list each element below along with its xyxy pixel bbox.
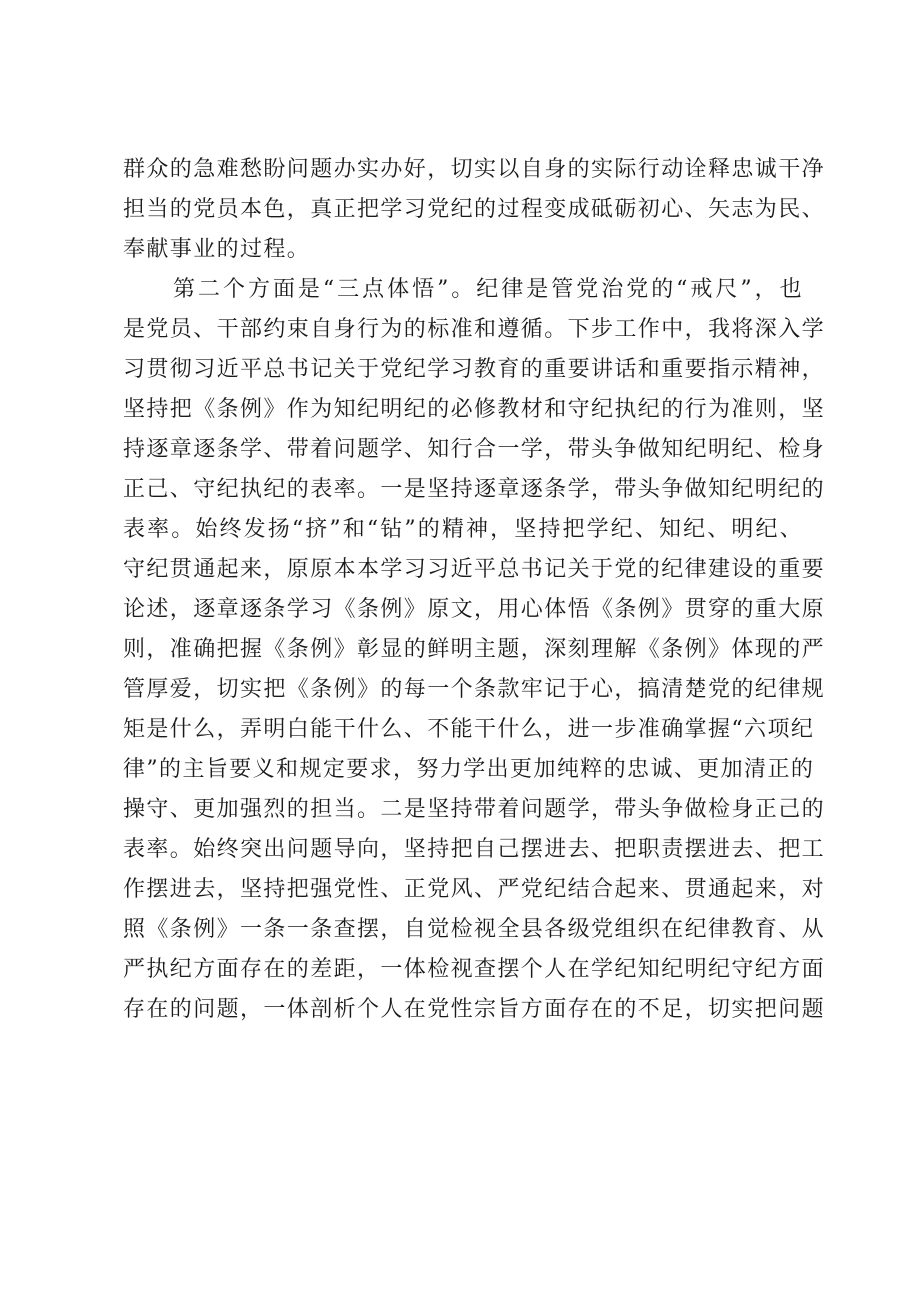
text-line: 严执纪方面存在的差距，一体检视查摆个人在学纪知纪明纪守纪方面 [123, 957, 826, 982]
text-line: 习贯彻习近平总书记关于党纪学习教育的重要讲话和重要指示精神， [123, 357, 826, 382]
text-line: 担当的党员本色，真正把学习党纪的过程变成砥砺初心、矢志为民、 [123, 197, 826, 222]
text-line: 表率。始终突出问题导向，坚持把自己摆进去、把职责摆进去、把工 [123, 837, 826, 862]
text-line: 论述，逐章逐条学习《条例》原文，用心体悟《条例》贯穿的重大原 [123, 597, 826, 622]
text-line: 照《条例》一条一条查摆，自觉检视全县各级党组织在纪律教育、从 [123, 917, 826, 942]
text-line: 奉献事业的过程。 [123, 237, 311, 262]
text-line: 作摆进去，坚持把强党性、正党风、严党纪结合起来、贯通起来，对 [123, 877, 826, 902]
text-line: 则，准确把握《条例》彰显的鲜明主题，深刻理解《条例》体现的严 [123, 637, 826, 662]
text-line: 操守、更加强烈的担当。二是坚持带着问题学，带头争做检身正己的 [123, 797, 826, 822]
text-line: 管厚爱，切实把《条例》的每一个条款牢记于心，搞清楚党的纪律规 [123, 677, 826, 702]
text-line: 守纪贯通起来，原原本本学习习近平总书记关于党的纪律建设的重要 [123, 557, 826, 582]
body-text [123, 150, 826, 1030]
text-line: 持逐章逐条学、带着问题学、知行合一学，带头争做知纪明纪、检身 [123, 437, 826, 462]
text-line: 表率。始终发扬“挤”和“钻”的精神，坚持把学纪、知纪、明纪、 [123, 517, 803, 542]
text-line: 存在的问题，一体剖析个人在党性宗旨方面存在的不足，切实把问题 [123, 997, 826, 1022]
text-line: 群众的急难愁盼问题办实办好，切实以自身的实际行动诠释忠诚干净 [123, 157, 826, 182]
text-line: 坚持把《条例》作为知纪明纪的必修教材和守纪执纪的行为准则，坚 [123, 397, 826, 422]
text-line: 正己、守纪执纪的表率。一是坚持逐章逐条学，带头争做知纪明纪的 [123, 477, 826, 502]
paragraph-start-line: 第二个方面是“三点体悟”。纪律是管党治党的“戒尺”，也 [173, 277, 803, 302]
text-line: 是党员、干部约束自身行为的标准和遵循。下步工作中，我将深入学 [123, 317, 826, 342]
text-line: 矩是什么，弄明白能干什么、不能干什么，进一步准确掌握“六项纪 [123, 717, 815, 742]
text-line: 律”的主旨要义和规定要求，努力学出更加纯粹的忠诚、更加清正的 [123, 757, 815, 782]
